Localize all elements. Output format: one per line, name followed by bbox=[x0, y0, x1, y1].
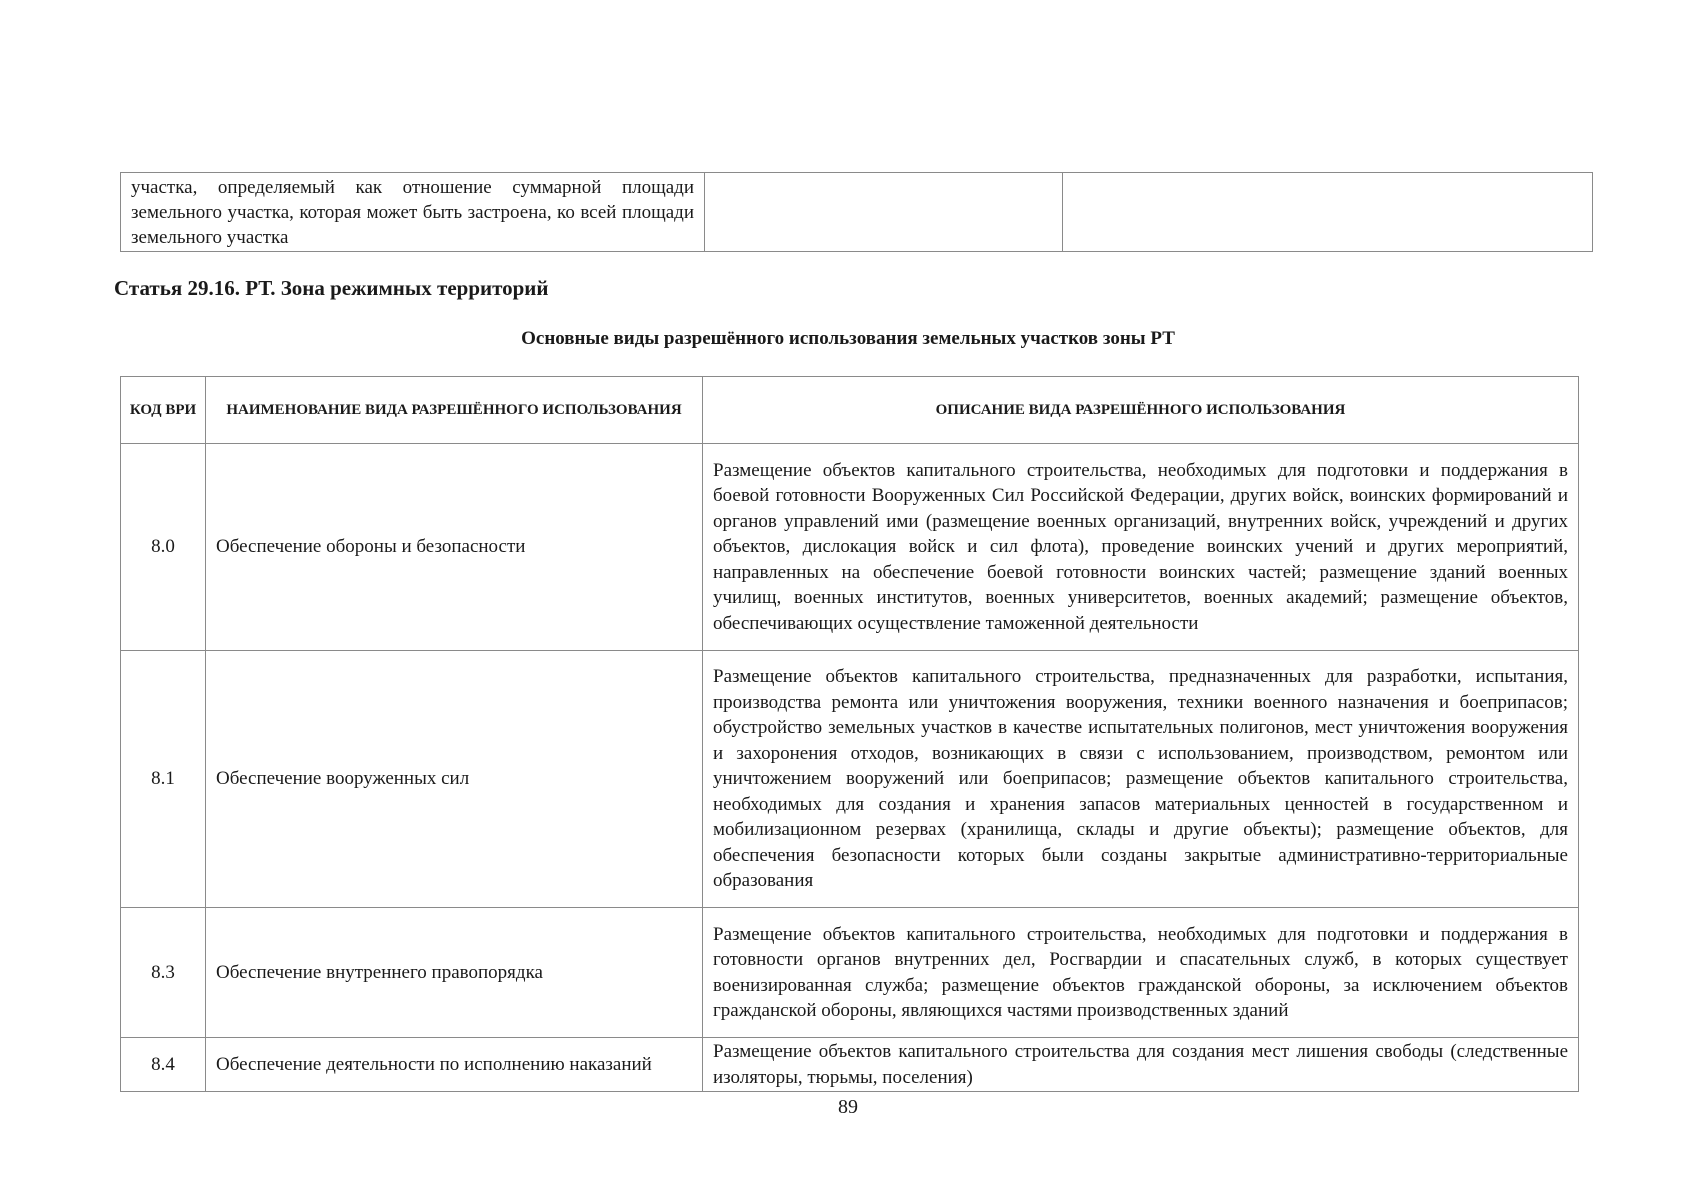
table-row bbox=[121, 444, 1579, 651]
table-row bbox=[121, 1038, 1579, 1092]
continuation-empty-cell bbox=[705, 173, 1063, 252]
article-title: Статья 29.16. РТ. Зона режимных территорий bbox=[114, 276, 549, 300]
continuation-table bbox=[120, 172, 1593, 252]
row-description: Размещение объектов капитального строительства, необходимых для подготовки и поддержания в боевой готовности Вооруженных Сил Российской Федерации, других войск, воинских формирований и органов управлений ими (размещение военных организаций, внутренних войск, учреждений и других объектов, дислокация войск и сил флота), проведение воинских учений и других мероприятий, направленных на обеспечение боевой готовности воинских частей; размещение зданий военных училищ, военных институтов, военных университетов, военных академий; размещение объектов, обеспечивающих осуществление таможенной деятельности bbox=[703, 444, 1579, 651]
table-caption: Основные виды разрешённого использования земельных участков зоны РТ bbox=[521, 328, 1175, 349]
continuation-row bbox=[121, 173, 1593, 252]
row-code: 8.3 bbox=[121, 908, 206, 1038]
header-code: КОД ВРИ bbox=[121, 377, 206, 444]
row-name: Обеспечение обороны и безопасности bbox=[206, 444, 703, 651]
row-code: 8.0 bbox=[121, 444, 206, 651]
header-description: ОПИСАНИЕ ВИДА РАЗРЕШЁННОГО ИСПОЛЬЗОВАНИЯ bbox=[703, 377, 1579, 444]
table-row bbox=[121, 651, 1579, 908]
row-name: Обеспечение вооруженных сил bbox=[206, 651, 703, 908]
row-description: Размещение объектов капитального строительства, предназначенных для разработки, испытания, производства ремонта или уничтожения вооружения, техники военного назначения и боеприпасов; обустройство земельных участков в качестве испытательных полигонов, мест уничтожения вооружения и захоронения отходов, возникающих в связи с использованием, производством, ремонтом или уничтожением вооружений или боеприпасов; размещение объектов капитального строительства, необходимых для создания и хранения запасов материальных ценностей в государственном и мобилизационном резервах (хранилища, склады и другие объекты); размещение объектов, для обеспечения безопасности которых были созданы закрытые административно-территориальные образования bbox=[703, 651, 1579, 908]
row-name: Обеспечение деятельности по исполнению наказаний bbox=[206, 1038, 703, 1092]
continuation-empty-cell bbox=[1063, 173, 1593, 252]
row-name: Обеспечение внутреннего правопорядка bbox=[206, 908, 703, 1038]
table-row bbox=[121, 908, 1579, 1038]
continuation-text: участка, определяемый как отношение суммарной площади земельного участка, которая может быть застроена, ко всей площади земельного участка bbox=[121, 173, 705, 252]
row-description: Размещение объектов капитального строительства для создания мест лишения свободы (следственные изоляторы, тюрьмы, поселения) bbox=[703, 1038, 1579, 1092]
land-use-table bbox=[120, 376, 1579, 1092]
row-code: 8.4 bbox=[121, 1038, 206, 1092]
row-description: Размещение объектов капитального строительства, необходимых для подготовки и поддержания в готовности органов внутренних дел, Росгвардии и спасательных служб, в которых существует военизированная служба; размещение объектов гражданской обороны, за исключением объектов гражданской обороны, являющихся частями производственных зданий bbox=[703, 908, 1579, 1038]
row-code: 8.1 bbox=[121, 651, 206, 908]
page-number: 89 bbox=[838, 1096, 858, 1118]
table-header-row bbox=[121, 377, 1579, 444]
header-name: НАИМЕНОВАНИЕ ВИДА РАЗРЕШЁННОГО ИСПОЛЬЗОВАНИЯ bbox=[206, 377, 703, 444]
